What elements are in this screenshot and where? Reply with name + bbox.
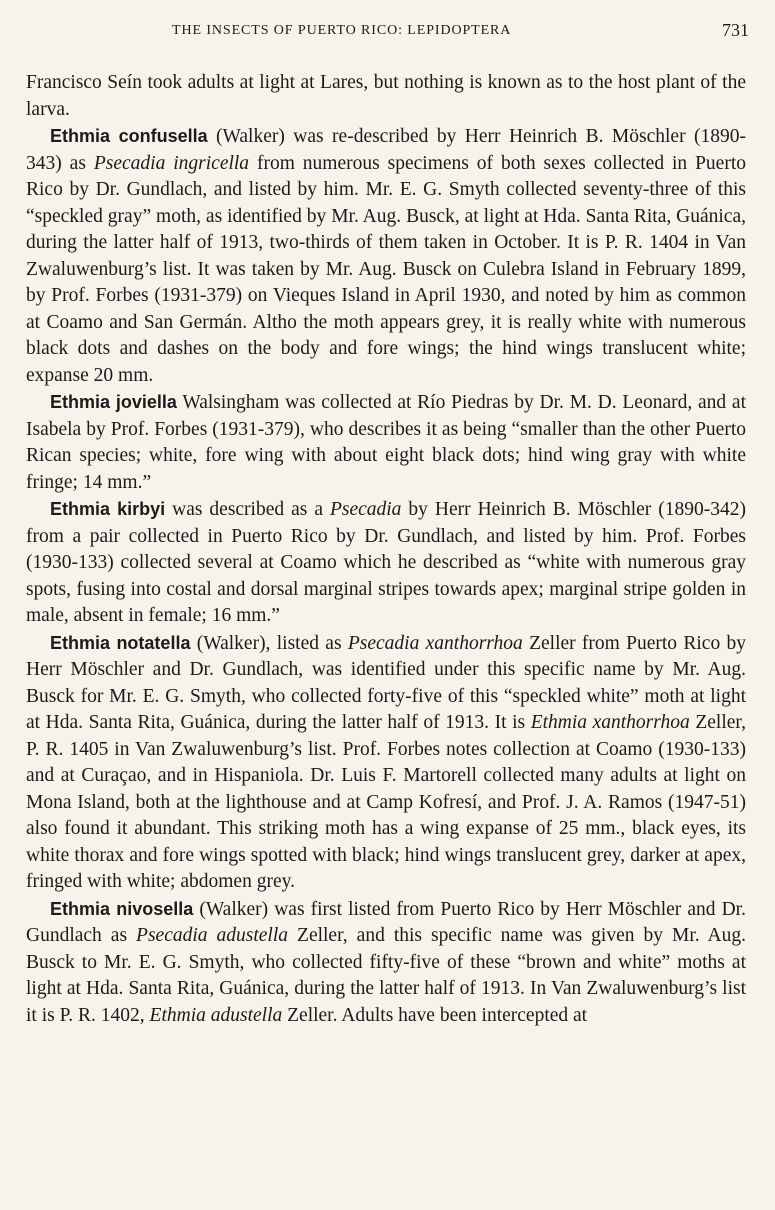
running-head: THE INSECTS OF PUERTO RICO: LEPIDOPTERA	[172, 23, 512, 38]
species-name: Ethmia kirbyi	[50, 499, 166, 519]
text-run: Zeller, P. R. 1405 in Van Zwaluwenburg’s list. Prof. Forbes notes collection at Coamo (1930-133) and at Curaçao, and in Hispaniola. Dr. Luis F. Martorell collected many adults at light on Mona Island, both at the lighthouse and at Camp Kofresí, and Prof. J. A. Ramos (1947-51) also found it abundant. This striking moth has a wing expanse of 25 mm., black eyes, its white thorax and fore wings spotted with black; hind wings translucent grey, darker at apex, fringed with white; abdomen grey.	[26, 712, 746, 892]
paragraph-ethmia-kirbyi	[26, 496, 746, 630]
paragraph-ethmia-notatella	[26, 630, 746, 896]
italic-taxon: Psecadia ingricella	[93, 152, 250, 174]
species-name: Ethmia notatella	[50, 632, 191, 653]
text-run: was described as a	[165, 499, 330, 520]
paragraph-lares	[26, 70, 746, 123]
italic-taxon: Psecadia adustella	[136, 925, 289, 946]
text-run: (Walker) was first listed from Puerto Rico by Herr Möschler and Dr. Gundlach as	[26, 898, 746, 946]
paragraph-ethmia-nivosella	[26, 896, 746, 1030]
text-run: by Herr Heinrich B. Möschler (1890-342) from a pair collected in Puerto Rico by Dr. Gundlach, and listed by him. Prof. Forbes (1930-133) collected several at Coamo which he described as “white with numerous gray spots, fusing into costal and dorsal marginal stripes towards apex; marginal stripe golden in male, absent in female; 16 mm.”	[26, 499, 746, 626]
text-run: Walsingham was collected at Río Piedras by Dr. M. D. Leonard, and at Isabela by Prof. Forbes (1931-379), who describes it as being “smaller than the other Puerto Rican species; white, fore wing with about eight black dots; hind wing gray with white fringe; 14 mm.”	[26, 392, 746, 493]
italic-taxon: Psecadia xanthorrhoa	[347, 632, 523, 654]
text-run: Zeller from Puerto Rico by Herr Möschler and Dr. Gundlach, was identified under this specific name by Mr. Aug. Busck for Mr. E. G. Smyth, who collected forty-five of this “speckled white” moth at light at Hda. Santa Rita, Guánica, during the latter half of 1913. It is	[26, 632, 746, 733]
italic-taxon: Ethmia adustella	[149, 1004, 283, 1026]
italic-taxon: Ethmia xanthorrhoa	[530, 712, 690, 733]
text-run: (Walker) was re-described by Herr Heinrich B. Möschler (1890-343) as	[26, 126, 746, 174]
page-number: 731	[722, 20, 749, 40]
paragraph-ethmia-joviella	[26, 389, 746, 496]
text-run: Francisco Seín took adults at light at Lares, but nothing is known as to the host plant of the larva.	[26, 72, 746, 120]
text-run: Zeller, and this specific name was given by Mr. Aug. Busck to Mr. E. G. Smyth, who collected fifty-five of these “brown and white” moths at light at Hda. Santa Rita, Guánica, during the latter half of 1913. In Van Zwaluwenburg’s list it is P. R. 1402,	[26, 925, 746, 1026]
text-run: from numerous specimens of both sexes collected in Puerto Rico by Dr. Gundlach, and listed by him. Mr. E. G. Smyth collected seventy-three of this “speckled gray” moth, as identified by Mr. Aug. Busck, at light at Hda. Santa Rita, Guánica, during the latter half of 1913, two-thirds of them taken in October. It is P. R. 1404 in Van Zwaluwenburg’s list. It was taken by Mr. Aug. Busck on Culebra Island in February 1899, by Prof. Forbes (1931-379) on Vieques Island in April 1930, and noted by him as common at Coamo and San Germán. Altho the moth appears grey, it is really white with numerous black dots and dashes on the body and fore wings; the hind wings translucent white; expanse 20 mm.	[26, 152, 746, 386]
species-name: Ethmia confusella	[50, 126, 208, 146]
paragraph-ethmia-confusella	[26, 123, 746, 389]
italic-taxon: Psecadia	[329, 499, 402, 520]
body-text	[26, 70, 746, 1029]
page-header	[0, 20, 775, 44]
species-name: Ethmia nivosella	[50, 898, 194, 919]
text-run: (Walker), listed as	[190, 632, 348, 654]
text-run: Zeller. Adults have been intercepted at	[282, 1004, 588, 1026]
species-name: Ethmia joviella	[50, 392, 177, 412]
